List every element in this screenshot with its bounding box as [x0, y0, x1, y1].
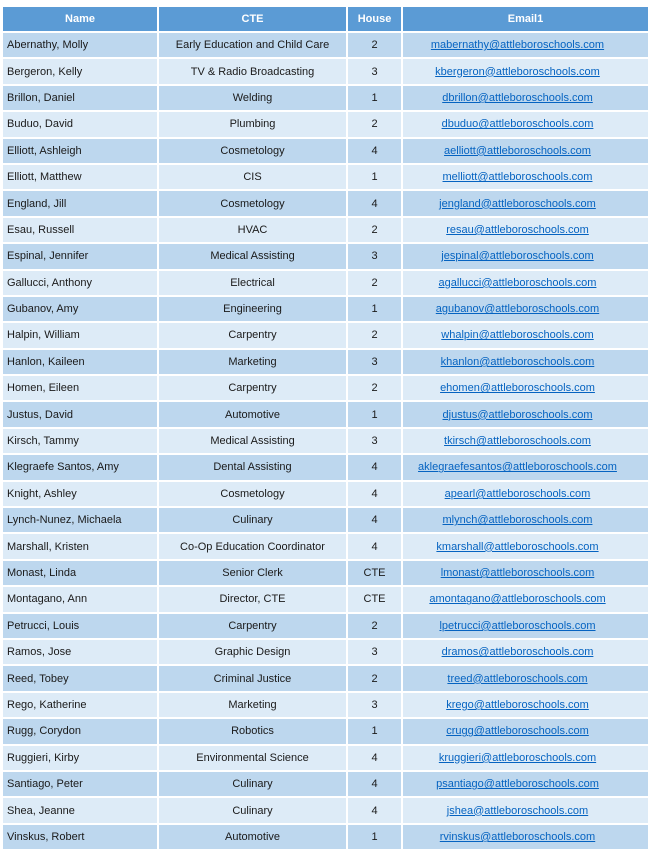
table-row: [3, 243, 648, 269]
cell-email: [402, 745, 648, 771]
cell-name: Rego, Katherine: [3, 692, 158, 718]
cell-name: Bergeron, Kelly: [3, 58, 158, 84]
cell-house: 3: [347, 58, 402, 84]
email-link[interactable]: dbrillon@attleboroschools.com: [442, 91, 593, 104]
email-link[interactable]: dramos@attleboroschools.com: [441, 646, 594, 659]
email-link[interactable]: kmarshall@attleboroschools.com: [436, 540, 599, 553]
cell-cte: Medical Assisting: [158, 428, 347, 454]
cell-house: 1: [347, 718, 402, 744]
cell-name: Buduo, David: [3, 111, 158, 137]
header-name: Name: [3, 7, 158, 32]
table-row: [3, 85, 648, 111]
cell-house: 2: [347, 613, 402, 639]
table-row: [3, 613, 648, 639]
email-link[interactable]: krego@attleboroschools.com: [446, 698, 589, 711]
table-row: [3, 797, 648, 823]
table-row: [3, 58, 648, 84]
cell-email: [402, 507, 648, 533]
cell-house: 1: [347, 401, 402, 427]
cell-cte: Cosmetology: [158, 138, 347, 164]
cell-email: [402, 718, 648, 744]
cell-name: Santiago, Peter: [3, 771, 158, 797]
cell-house: 4: [347, 454, 402, 480]
cell-house: 4: [347, 138, 402, 164]
cell-name: Petrucci, Louis: [3, 613, 158, 639]
cell-name: Shea, Jeanne: [3, 797, 158, 823]
table-row: [3, 824, 648, 849]
table-row: [3, 138, 648, 164]
cell-name: Reed, Tobey: [3, 665, 158, 691]
cell-email: [402, 797, 648, 823]
table-row: [3, 296, 648, 322]
cell-cte: Carpentry: [158, 613, 347, 639]
email-link[interactable]: kruggieri@attleboroschools.com: [438, 751, 597, 764]
cell-house: 2: [347, 322, 402, 348]
email-link[interactable]: djustus@attleboroschools.com: [442, 408, 593, 421]
cell-house: 1: [347, 164, 402, 190]
email-link[interactable]: rvinskus@attleboroschools.com: [439, 830, 596, 843]
email-link[interactable]: lmonast@attleboroschools.com: [440, 567, 595, 579]
cell-house: 2: [347, 375, 402, 401]
cell-email: [402, 138, 648, 164]
cell-name: Gubanov, Amy: [3, 296, 158, 322]
cell-email: [402, 692, 648, 718]
cell-house: 3: [347, 243, 402, 269]
table-row: [3, 507, 648, 533]
cell-email: [402, 533, 648, 559]
email-link[interactable]: resau@attleboroschools.com: [446, 223, 589, 236]
email-link[interactable]: aklegraefesantos@attleboroschools.com: [418, 461, 617, 474]
table-row: [3, 665, 648, 691]
staff-directory-table: [3, 7, 648, 849]
cell-name: Kirsch, Tammy: [3, 428, 158, 454]
cell-name: Brillon, Daniel: [3, 85, 158, 111]
email-link[interactable]: agallucci@attleboroschools.com: [438, 276, 597, 289]
email-link[interactable]: mlynch@attleboroschools.com: [442, 514, 593, 527]
email-link[interactable]: agubanov@attleboroschools.com: [435, 303, 600, 316]
email-link[interactable]: jengland@attleboroschools.com: [439, 197, 596, 210]
email-link[interactable]: dbuduo@attleboroschools.com: [441, 118, 594, 131]
table-row: [3, 111, 648, 137]
cell-name: Monast, Linda: [3, 560, 158, 586]
header-house: House: [347, 7, 402, 32]
cell-email: [402, 401, 648, 427]
cell-house: 4: [347, 533, 402, 559]
cell-house: 4: [347, 481, 402, 507]
cell-name: Elliott, Matthew: [3, 164, 158, 190]
cell-name: Klegraefe Santos, Amy: [3, 454, 158, 480]
cell-name: Espinal, Jennifer: [3, 243, 158, 269]
cell-cte: Cosmetology: [158, 190, 347, 216]
table-row: [3, 322, 648, 348]
table-body: [3, 32, 648, 849]
header-row: [3, 7, 648, 32]
cell-cte: Plumbing: [158, 111, 347, 137]
cell-cte: Culinary: [158, 771, 347, 797]
table-row: [3, 375, 648, 401]
cell-email: [402, 428, 648, 454]
cell-cte: Robotics: [158, 718, 347, 744]
cell-house: 4: [347, 507, 402, 533]
cell-email: [402, 322, 648, 348]
cell-email: [402, 349, 648, 375]
cell-cte: Criminal Justice: [158, 665, 347, 691]
email-link[interactable]: psantiago@attleboroschools.com: [436, 778, 599, 791]
cell-cte: Senior Clerk: [158, 560, 347, 586]
cell-cte: Engineering: [158, 296, 347, 322]
cell-email: [402, 190, 648, 216]
cell-name: Homen, Eileen: [3, 375, 158, 401]
cell-house: 2: [347, 111, 402, 137]
cell-house: 1: [347, 85, 402, 111]
cell-name: Justus, David: [3, 401, 158, 427]
cell-cte: Co-Op Education Coordinator: [158, 533, 347, 559]
cell-email: [402, 58, 648, 84]
cell-name: Halpin, William: [3, 322, 158, 348]
table-row: [3, 454, 648, 480]
cell-cte: Welding: [158, 85, 347, 111]
cell-cte: Medical Assisting: [158, 243, 347, 269]
cell-cte: Cosmetology: [158, 481, 347, 507]
cell-name: Elliott, Ashleigh: [3, 138, 158, 164]
cell-name: England, Jill: [3, 190, 158, 216]
cell-cte: Automotive: [158, 824, 347, 849]
cell-cte: Graphic Design: [158, 639, 347, 665]
table-row: [3, 586, 648, 612]
cell-house: 3: [347, 428, 402, 454]
email-link[interactable]: jespinal@attleboroschools.com: [441, 250, 594, 263]
cell-name: Hanlon, Kaileen: [3, 349, 158, 375]
cell-house: 1: [347, 296, 402, 322]
cell-cte: Dental Assisting: [158, 454, 347, 480]
cell-name: Abernathy, Molly: [3, 32, 158, 58]
cell-cte: TV & Radio Broadcasting: [158, 58, 347, 84]
table-row: [3, 270, 648, 296]
email-link[interactable]: whalpin@attleboroschools.com: [441, 329, 594, 342]
table-row: [3, 217, 648, 243]
table-row: [3, 349, 648, 375]
cell-house: 2: [347, 270, 402, 296]
cell-email: [402, 665, 648, 691]
cell-email: [402, 111, 648, 137]
cell-cte: Carpentry: [158, 322, 347, 348]
cell-cte: CIS: [158, 164, 347, 190]
cell-name: Ruggieri, Kirby: [3, 745, 158, 771]
cell-cte: Automotive: [158, 401, 347, 427]
header-cte: CTE: [158, 7, 347, 32]
table-row: [3, 718, 648, 744]
cell-name: Rugg, Corydon: [3, 718, 158, 744]
cell-house: 2: [347, 217, 402, 243]
table-row: [3, 745, 648, 771]
cell-cte: Director, CTE: [158, 586, 347, 612]
email-link[interactable]: mabernathy@attleboroschools.com: [430, 39, 605, 52]
cell-email: [402, 481, 648, 507]
email-link[interactable]: khanlon@attleboroschools.com: [440, 355, 595, 368]
cell-name: Lynch-Nunez, Michaela: [3, 507, 158, 533]
staff-table-sheet: [3, 7, 648, 849]
cell-cte: Carpentry: [158, 375, 347, 401]
cell-cte: Environmental Science: [158, 745, 347, 771]
cell-cte: Culinary: [158, 797, 347, 823]
table-row: [3, 164, 648, 190]
cell-house: 4: [347, 771, 402, 797]
table-row: [3, 401, 648, 427]
cell-cte: Culinary: [158, 507, 347, 533]
cell-email: [402, 824, 648, 849]
cell-email: [402, 164, 648, 190]
table-row: [3, 560, 648, 586]
cell-house: 4: [347, 190, 402, 216]
cell-house: 2: [347, 32, 402, 58]
email-link[interactable]: aelliott@attleboroschools.com: [444, 144, 591, 157]
cell-name: Esau, Russell: [3, 217, 158, 243]
cell-email: [402, 613, 648, 639]
email-link[interactable]: ehomen@attleboroschools.com: [440, 382, 595, 395]
cell-email: [402, 32, 648, 58]
cell-cte: Electrical: [158, 270, 347, 296]
email-link[interactable]: lpetrucci@attleboroschools.com: [439, 619, 596, 632]
cell-email: [402, 639, 648, 665]
cell-house: 4: [347, 745, 402, 771]
cell-email: [402, 375, 648, 401]
table-row: [3, 533, 648, 559]
cell-name: Montagano, Ann: [3, 586, 158, 612]
cell-house: 1: [347, 824, 402, 849]
cell-email: [402, 85, 648, 111]
cell-name: Marshall, Kristen: [3, 533, 158, 559]
email-link[interactable]: jshea@attleboroschools.com: [446, 804, 589, 817]
table-row: [3, 32, 648, 58]
email-link[interactable]: apearl@attleboroschools.com: [444, 487, 591, 500]
cell-name: Vinskus, Robert: [3, 824, 158, 849]
cell-house: 3: [347, 639, 402, 665]
cell-house: CTE: [347, 560, 402, 586]
table-row: [3, 639, 648, 665]
table-row: [3, 771, 648, 797]
table-row: [3, 692, 648, 718]
cell-house: 4: [347, 797, 402, 823]
cell-email: [402, 217, 648, 243]
email-link[interactable]: amontagano@attleboroschools.com: [429, 593, 606, 606]
table-row: [3, 428, 648, 454]
cell-name: Gallucci, Anthony: [3, 270, 158, 296]
email-link[interactable]: treed@attleboroschools.com: [447, 672, 588, 685]
email-link[interactable]: melliott@attleboroschools.com: [442, 171, 593, 184]
cell-email: [402, 243, 648, 269]
email-link[interactable]: tkirsch@attleboroschools.com: [444, 435, 591, 448]
cell-cte: Marketing: [158, 349, 347, 375]
cell-cte: Marketing: [158, 692, 347, 718]
cell-name: Ramos, Jose: [3, 639, 158, 665]
cell-name: Knight, Ashley: [3, 481, 158, 507]
cell-email: [402, 771, 648, 797]
email-link[interactable]: kbergeron@attleboroschools.com: [435, 65, 600, 78]
cell-email: [402, 454, 648, 480]
header-email: Email1: [402, 7, 648, 32]
table-row: [3, 481, 648, 507]
table-row: [3, 190, 648, 216]
cell-email: [402, 296, 648, 322]
cell-cte: HVAC: [158, 217, 347, 243]
cell-house: 3: [347, 692, 402, 718]
cell-email: [402, 586, 648, 612]
cell-house: CTE: [347, 586, 402, 612]
cell-cte: Early Education and Child Care: [158, 32, 347, 58]
cell-house: 2: [347, 665, 402, 691]
cell-email: [402, 560, 648, 586]
cell-house: 3: [347, 349, 402, 375]
email-link[interactable]: crugg@attleboroschools.com: [446, 725, 589, 738]
cell-email: [402, 270, 648, 296]
